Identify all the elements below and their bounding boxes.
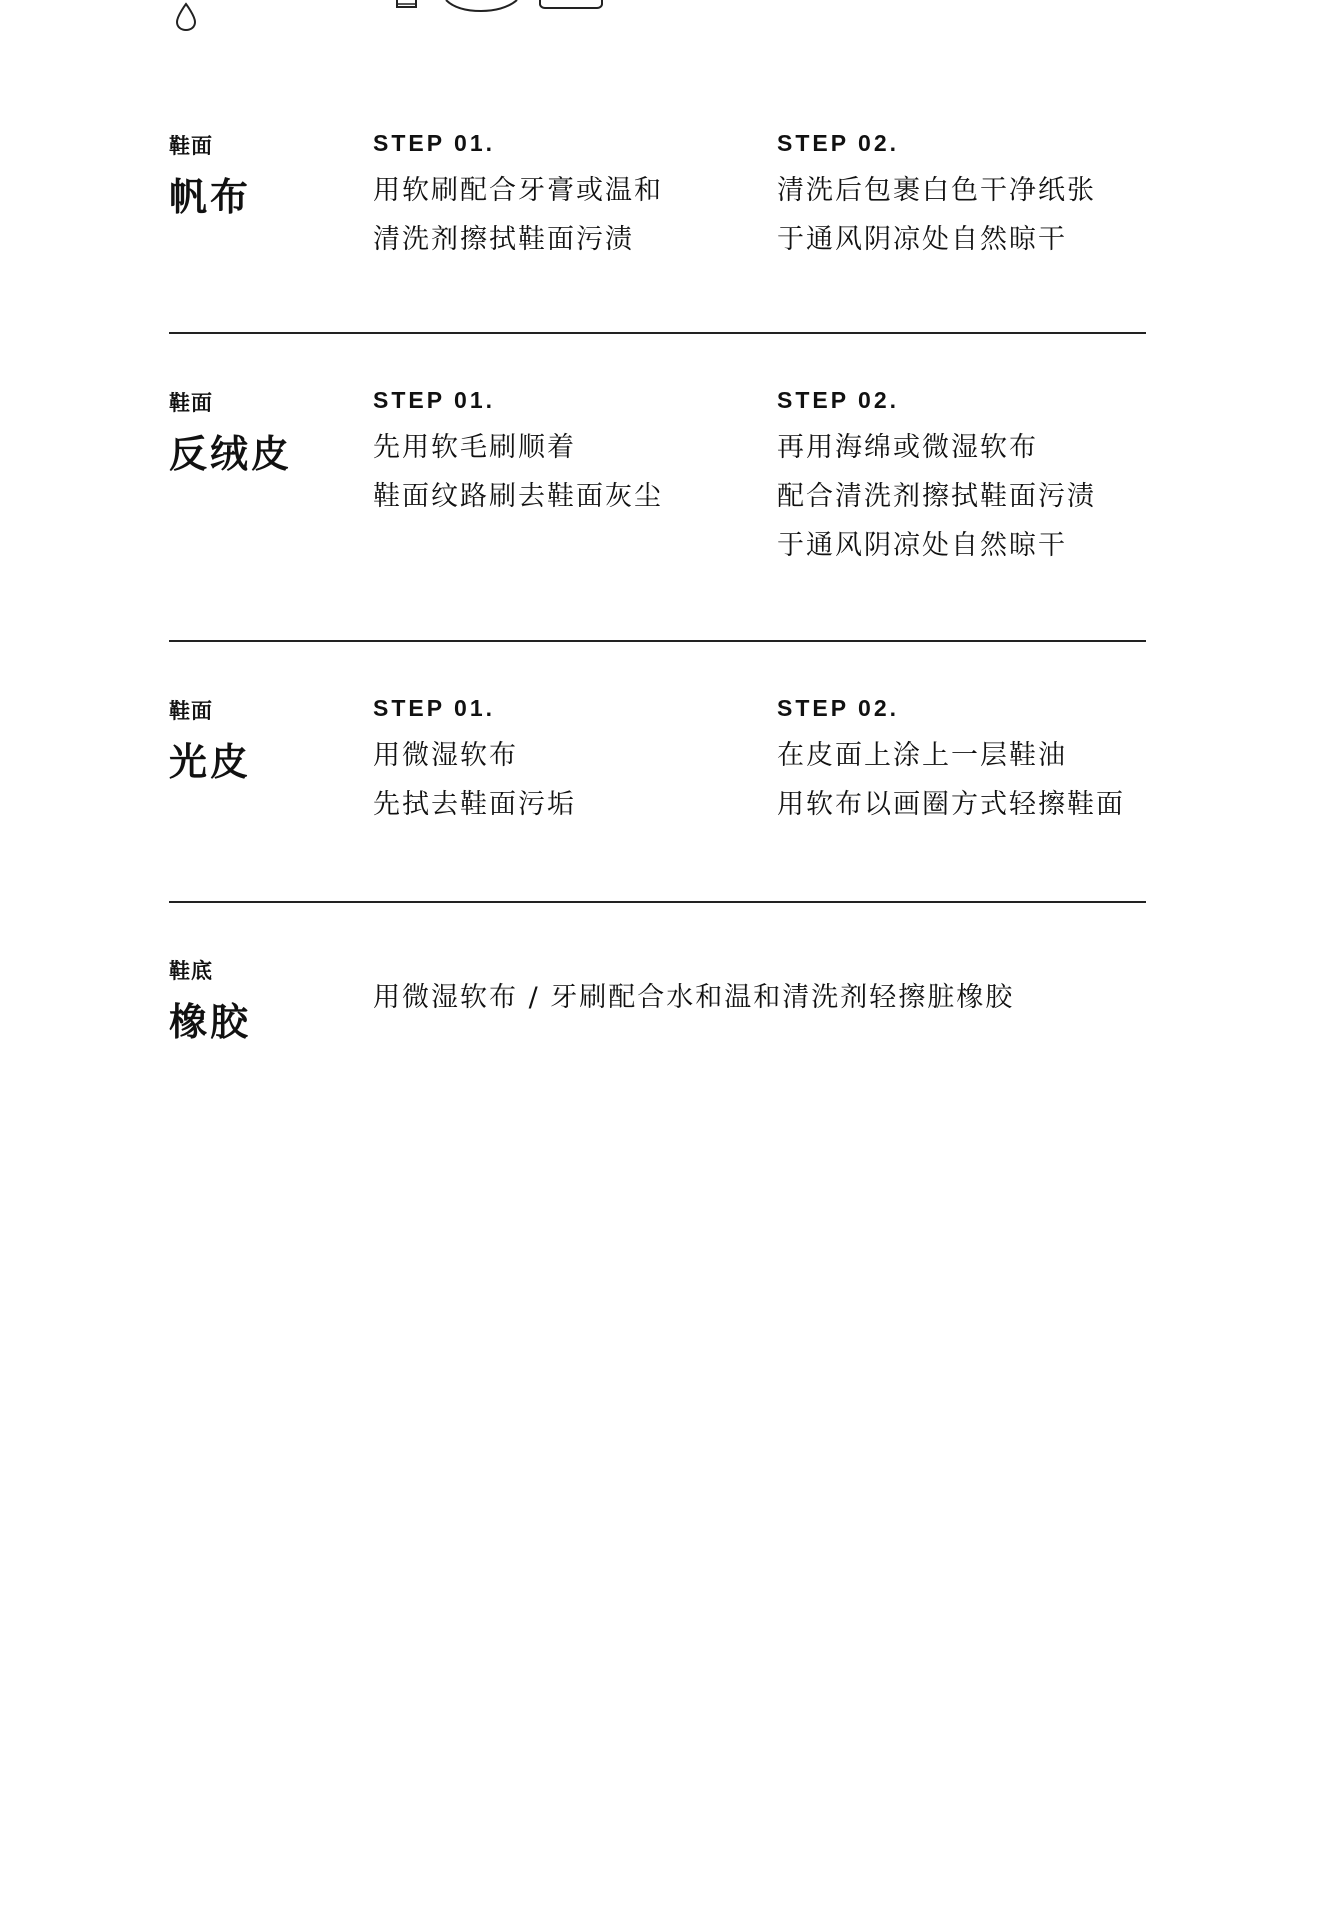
material-title: 反绒皮 — [169, 432, 293, 476]
step-text: 鞋面纹路刷去鞋面灰尘 — [373, 481, 663, 512]
section-canvas — [169, 130, 1146, 300]
step-text: 清洗后包裹白色干净纸张 — [777, 175, 1096, 206]
step-label: STEP 02. — [777, 387, 900, 413]
step-text: 配合清洗剂擦拭鞋面污渍 — [777, 481, 1096, 512]
rubber-instruction: 用微湿软布 / 牙刷配合水和温和清洗剂轻擦脏橡胶 — [373, 982, 1015, 1013]
section-divider — [169, 901, 1146, 903]
step-text: 在皮面上涂上一层鞋油 — [777, 740, 1067, 771]
step-01 — [373, 128, 753, 264]
step-label: STEP 01. — [373, 130, 496, 156]
step-label: STEP 01. — [373, 695, 496, 721]
step-text: 用软刷配合牙膏或温和 — [373, 175, 663, 206]
brush-icon — [540, 0, 602, 8]
section-rubber-sole — [169, 955, 1146, 1055]
step-label: STEP 02. — [777, 695, 900, 721]
step-label: STEP 01. — [373, 387, 496, 413]
section-smooth-leather — [169, 695, 1146, 865]
step-text: 再用海绵或微湿软布 — [777, 432, 1038, 463]
step-text: 用微湿软布 — [373, 740, 518, 771]
category-label: 鞋面 — [169, 134, 213, 158]
top-icons-strip — [0, 0, 1326, 40]
bottle-icon — [397, 0, 416, 7]
material-title: 帆布 — [169, 175, 252, 219]
step-text: 于通风阴凉处自然晾干 — [777, 530, 1067, 561]
step-label: STEP 02. — [777, 130, 900, 156]
category-label: 鞋面 — [169, 699, 213, 723]
section-divider — [169, 332, 1146, 334]
section-divider — [169, 640, 1146, 642]
material-title: 光皮 — [169, 740, 252, 784]
step-text: 先用软毛刷顺着 — [373, 432, 576, 463]
step-text: 用软布以画圈方式轻擦鞋面 — [777, 789, 1125, 820]
step-01 — [373, 693, 753, 829]
step-text: 于通风阴凉处自然晾干 — [777, 224, 1067, 255]
step-02 — [777, 385, 1157, 570]
category-label: 鞋底 — [169, 959, 213, 983]
step-text: 清洗剂擦拭鞋面污渍 — [373, 224, 634, 255]
step-text: 先拭去鞋面污垢 — [373, 789, 576, 820]
step-02 — [777, 693, 1157, 829]
category-label: 鞋面 — [169, 391, 213, 415]
sponge-circle-icon — [446, 0, 517, 11]
step-01 — [373, 385, 753, 521]
step-02 — [777, 128, 1157, 264]
section-suede — [169, 387, 1146, 607]
water-drop-icon — [177, 4, 195, 30]
material-title: 橡胶 — [169, 1000, 252, 1044]
